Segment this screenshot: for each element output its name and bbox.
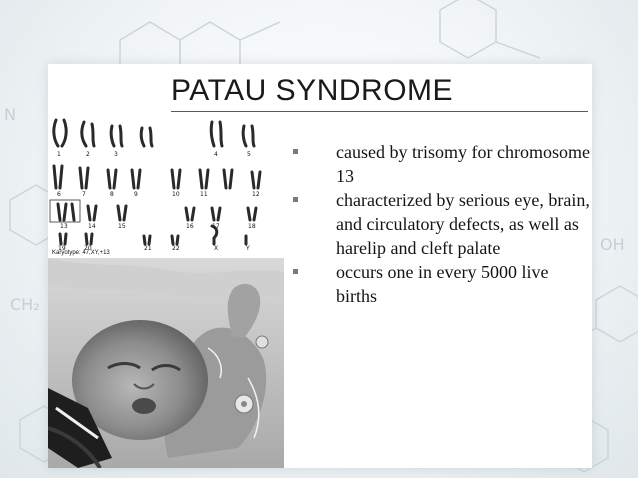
bullet-text: caused by trisomy for chromosome 13 bbox=[336, 142, 590, 186]
karyotype-number: 13 bbox=[60, 223, 68, 230]
karyotype-number: 4 bbox=[214, 151, 218, 158]
svg-text:OH: OH bbox=[600, 235, 625, 254]
karyotype-number: 22 bbox=[172, 245, 180, 252]
karyotype-image bbox=[48, 112, 284, 258]
karyotype-number: 6 bbox=[57, 191, 61, 198]
karyotype-number: 18 bbox=[248, 223, 256, 230]
karyotype-number: 9 bbox=[134, 191, 138, 198]
karyotype-number: 11 bbox=[200, 191, 208, 198]
karyotype-number: 3 bbox=[114, 151, 118, 158]
bullet-list bbox=[292, 140, 592, 308]
karyotype-number: 10 bbox=[172, 191, 180, 198]
karyotype-number: 19 bbox=[58, 245, 66, 252]
bullet-square-icon bbox=[293, 149, 298, 154]
karyotype-number: 8 bbox=[110, 191, 114, 198]
karyotype-number: 14 bbox=[88, 223, 96, 230]
karyotype-number: 20 bbox=[84, 245, 92, 252]
bullet-text: characterized by serious eye, brain, and circulatory defects, as well as harelip and cleft palate bbox=[336, 190, 590, 258]
karyotype-number: X bbox=[214, 245, 219, 252]
karyotype-number: Y bbox=[246, 245, 250, 252]
bullet-square-icon bbox=[293, 269, 298, 274]
bullet-item bbox=[292, 260, 592, 308]
bullet-item bbox=[292, 188, 592, 260]
infant-photo bbox=[48, 258, 284, 468]
karyotype-number: 1 bbox=[57, 151, 61, 158]
karyotype-number: 21 bbox=[144, 245, 152, 252]
karyotype-number: 17 bbox=[212, 223, 220, 230]
bullet-item bbox=[292, 140, 592, 188]
slide-title: PATAU SYNDROME bbox=[171, 74, 454, 107]
karyotype-number: 7 bbox=[82, 191, 86, 198]
svg-text:CH₂: CH₂ bbox=[10, 295, 40, 314]
patau-figure bbox=[48, 112, 284, 468]
karyotype-number: 12 bbox=[252, 191, 260, 198]
karyotype-number: 16 bbox=[186, 223, 194, 230]
bullet-square-icon bbox=[293, 197, 298, 202]
karyotype-caption: Karyotype: 47,XY,+13 bbox=[52, 250, 110, 256]
karyotype-number: 15 bbox=[118, 223, 126, 230]
bullet-text: occurs one in every 5000 live births bbox=[336, 262, 549, 306]
karyotype-number: 5 bbox=[247, 151, 251, 158]
karyotype-number: 2 bbox=[86, 151, 90, 158]
svg-text:N: N bbox=[4, 105, 16, 124]
